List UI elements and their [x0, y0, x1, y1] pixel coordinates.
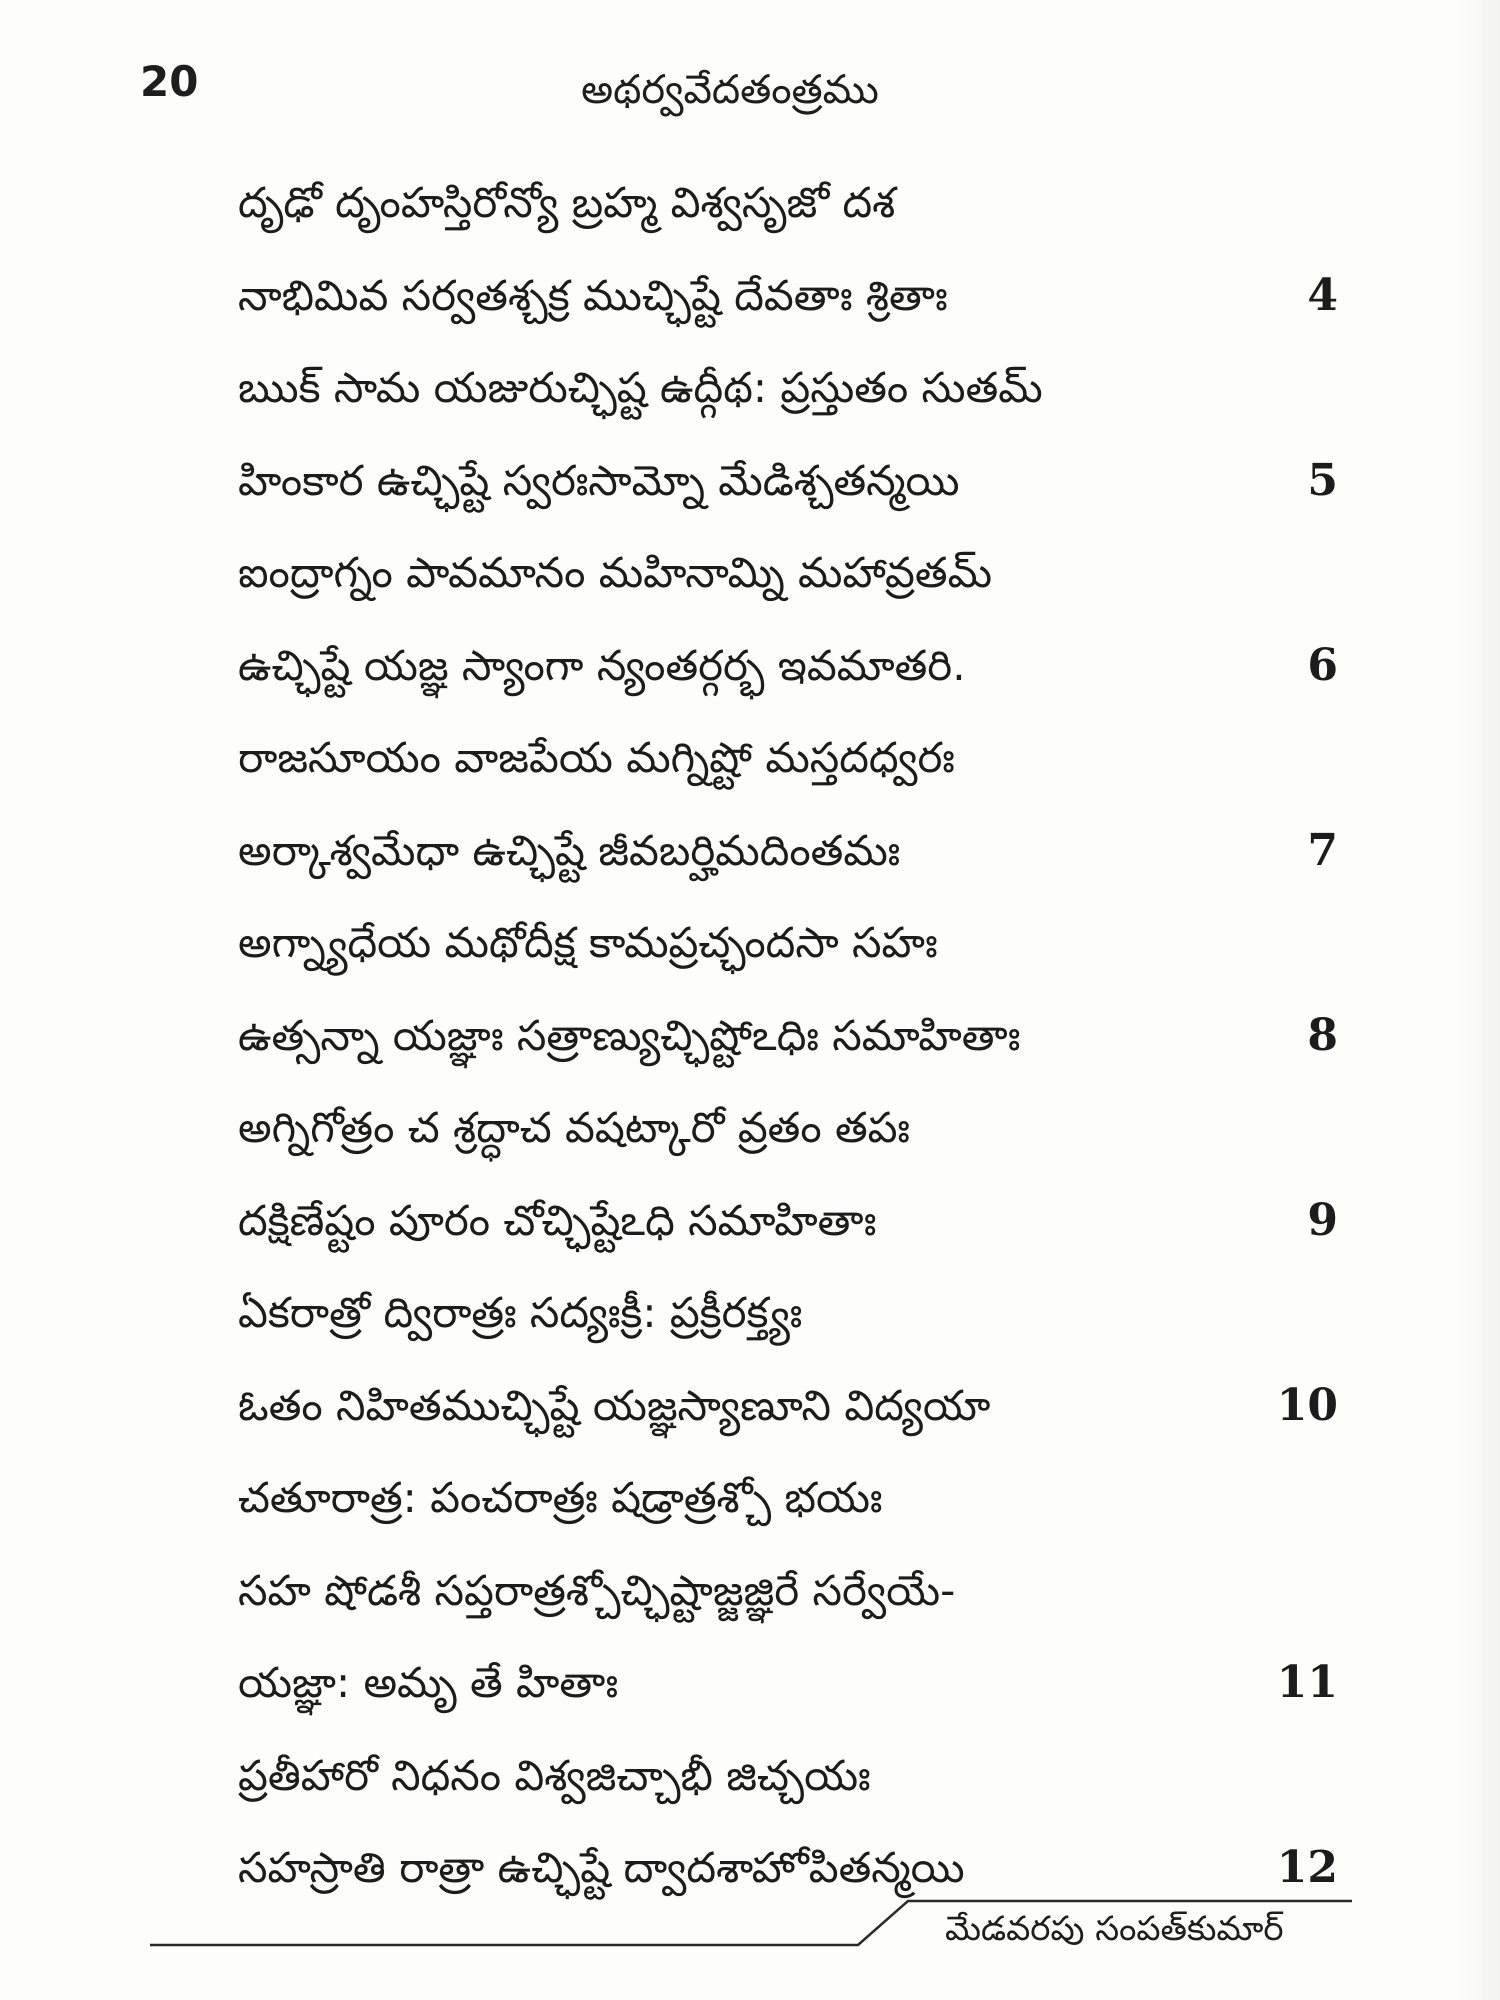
verse-line [238, 820, 1338, 881]
verse-text: దక్షిణేష్టం పూరం చోచ్ఛిష్టేఽధి సమాహితాః [238, 1195, 877, 1245]
verse-text: హింకార ఉచ్ఛిష్టే స్వరఃసామ్నో మేడిశ్చతన్మయి [238, 455, 960, 505]
verse-text: అగ్న్యాధేయ మథోదీక్ష కామప్రచ్ఛందసా సహః [238, 918, 938, 967]
verse-text: దృఢో దృంహస్తిరోన్యో బ్రహ్మ విశ్వసృజో దశ [238, 178, 896, 227]
verse-text: సహస్రాతి రాత్రా ఉచ్ఛిష్టే ద్వాదశాహోపితన్మయి [238, 1843, 965, 1892]
verse-text: అర్కాశ్వమేధా ఉచ్ఛిష్టే జీవబర్హిమదింతమః [238, 825, 901, 875]
verse-number: 11 [1276, 1657, 1338, 1708]
page-edge-shade [1460, 0, 1500, 2000]
verse-text: చతూరాత్ర: పంచరాత్రః షడ్రాత్రశ్చో భయః [238, 1473, 883, 1522]
verse-line [238, 265, 1338, 326]
verse-text: యజ్ఞా: అమృ తే హితాః [238, 1658, 619, 1707]
verse-text: రాజసూయం వాజపేయ మగ్నిష్టో మస్తదధ్వరః [238, 733, 955, 782]
verse-line [238, 1652, 1338, 1713]
verse-line [238, 1745, 1338, 1806]
verse-number: 8 [1307, 1009, 1338, 1061]
verse-text: ఓతం నిహితముచ్ఛిష్టే యజ్ఞస్యాణూని విద్యయా [238, 1380, 991, 1430]
verse-line [238, 450, 1338, 511]
verse-text: సహ షోడశీ సప్తరాత్రశ్చోచ్ఛిష్టాజ్జజ్ఞిరే సర్వేయే- [238, 1565, 956, 1615]
verse-block [238, 172, 1338, 1930]
verse-number: 6 [1307, 639, 1338, 691]
verse-line [238, 1282, 1338, 1343]
verse-line [238, 1005, 1338, 1066]
footer-author: మేడవరపు సంపత్‌కుమార్ [945, 1909, 1284, 1949]
verse-text: ఉచ్ఛిష్టే యజ్ఞ స్యాంగా న్యంతర్గర్భ ఇవమాతరి. [238, 640, 966, 690]
verse-number: 9 [1307, 1194, 1338, 1246]
verse-line [238, 1097, 1338, 1158]
verse-line [238, 542, 1338, 603]
verse-number: 5 [1307, 454, 1338, 506]
verse-line [238, 912, 1338, 973]
verse-text: ఏకరాత్రో ద్విరాత్రః సద్యఃక్రీ: ప్రక్రీరక్త్యః [238, 1288, 803, 1337]
page-number: 20 [140, 57, 199, 106]
verse-text: ఐంద్రాగ్నం పావమానం మహినామ్ని మహావ్రతమ్ [238, 548, 993, 597]
verse-text: ప్రతీహారో నిధనం విశ్వజిచ్చాభీ జిచ్చయః [238, 1750, 871, 1800]
verse-line [238, 1837, 1338, 1898]
running-title: అథర్వవేదతంత్రము [581, 67, 879, 113]
verse-number: 7 [1307, 824, 1338, 876]
verse-line [238, 1375, 1338, 1436]
verse-number: 12 [1276, 1842, 1338, 1893]
verse-line [238, 727, 1338, 788]
verse-line [238, 1560, 1338, 1621]
verse-line [238, 1467, 1338, 1528]
verse-line [238, 172, 1338, 233]
verse-text: అగ్నిగోత్రం చ శ్రద్ధాచ వషట్కారో వ్రతం తపః [238, 1103, 910, 1152]
verse-number: 10 [1276, 1379, 1338, 1431]
verse-line [238, 1190, 1338, 1251]
verse-text: ఉత్సన్నా యజ్ఞాః సత్రాణ్యుచ్ఛిష్టోఽధిః సమాహితాః [238, 1010, 1021, 1060]
verse-text: నాభిమివ సర్వతశ్చక్ర ముచ్ఛిష్టే దేవతాః శ్రితాః [238, 270, 948, 320]
verse-line [238, 357, 1338, 418]
verse-line [238, 635, 1338, 696]
verse-text: ఋక్ సామ యజురుచ్ఛిష్ట ఉద్గీథ: ప్రస్తుతం సుతమ్ [238, 363, 1043, 412]
verse-number: 4 [1307, 269, 1338, 321]
